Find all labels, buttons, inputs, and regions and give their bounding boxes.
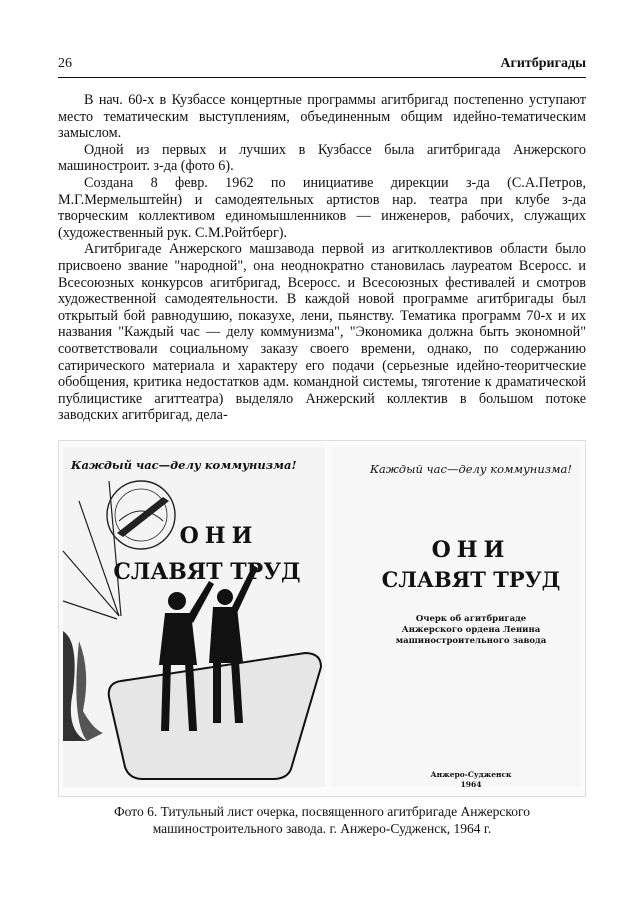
right-page-place: Анжеро-Судженск: [430, 770, 512, 779]
paragraph-3: Создана 8 февр. 1962 по инициативе дирекции з-да (С.А.Петров, М.Г.Мермельштейн) и самодеятельных артистов нар. театра при клубе з-да творческим коллективом единомышленников — инженеров, рабочих, служащих (художественный рук. С.М.Ройтберг).: [58, 174, 586, 241]
paragraph-4: Агитбригаде Анжерского машзавода первой из агитколлективов области было присвоено звание "народной", она неоднократно становилась лауреатом Всеросс. и Всесоюзных конкурсов агитбригад, Всеросс. и Всесоюзных фестивалей и смотров художественной самодеятельности. В каждой новой программе агитбригады был открытый бой равнодушию, показухе, лени, пьянству. Тематика программ 70-х и их названия "Каждый час — делу коммунизма", "Экономика должна быть экономной" соответствовали социальному заказу своего времени, однако, по содержанию сатирического материала и характеру его подачи (серьезные идейно-теоритческие обобщения, критика недостатков адм. командной системы, тяготение к драматической публицистике агиттеатра) выделяло Анжерский коллектив в большом потоке заводских агитбригад, дела-: [58, 241, 586, 424]
caption-line-1: Фото 6. Титульный лист очерка, посвященного агитбригаде Анжерского: [114, 804, 530, 819]
left-cover-title-line2: СЛАВЯТ ТРУД: [113, 559, 301, 585]
right-page-year: 1964: [460, 780, 482, 789]
right-page-title-line1: ОНИ: [431, 537, 511, 563]
left-cover-title-line1: ОНИ: [179, 523, 259, 549]
right-page-title-line2: СЛАВЯТ ТРУД: [381, 567, 561, 592]
paragraph-1: В нач. 60-х в Кузбассе концертные программы агитбригад постепенно уступают место тематическим выступлениям, объединенным общим идейно-тематическим замыслом.: [58, 92, 586, 142]
header-rule: [58, 77, 586, 78]
right-page-slogan: Каждый час—делу коммунизма!: [369, 462, 573, 476]
running-header: [58, 56, 586, 76]
right-page-subtitle-line1: Очерк об агитбригаде: [415, 614, 527, 624]
body-text: [58, 92, 586, 424]
caption-line-2: машиностроительного завода. г. Анжеро-Судженск, 1964 г.: [152, 820, 492, 836]
left-cover-slogan: Каждый час—делу коммунизма!: [71, 458, 297, 472]
right-page-subtitle-line2: Анжерского ордена Ленина: [401, 625, 541, 635]
photo-caption: [58, 804, 586, 837]
right-page-subtitle-line3: машиностроительного завода: [395, 636, 547, 646]
section-title: Агитбригады: [500, 56, 586, 71]
page-number: 26: [58, 56, 72, 71]
photo-6: [58, 440, 586, 797]
paragraph-2: Одной из первых и лучших в Кузбассе была агитбригада Анжерского машиностроит. з-да (фото 6).: [58, 141, 586, 175]
photo-illustration: [59, 441, 585, 796]
